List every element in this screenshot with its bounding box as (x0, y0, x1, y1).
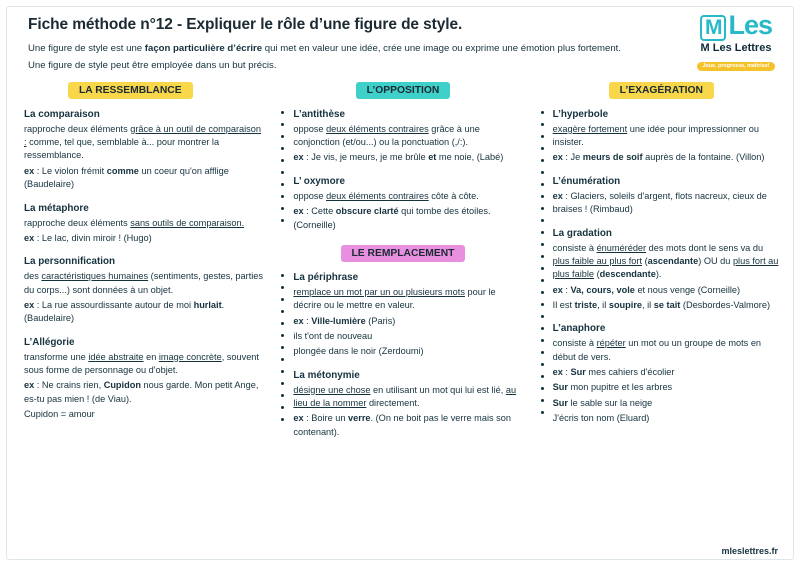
bullet-dot (541, 111, 544, 114)
intro-line-1-c: qui met en valeur une idée, crée une image ou exprime une émotion plus fortement. (262, 43, 622, 54)
intro-text (28, 42, 688, 74)
bullet-dot (281, 322, 284, 325)
bullet-dot (281, 219, 284, 222)
figure-definition-line: transforme une idée abstraite en image concrète, souvent sous forme de personnage ou d'objet. (24, 351, 259, 375)
bullet-dot (541, 147, 544, 150)
category-exageration: L’EXAGÉRATION (609, 82, 714, 99)
figure-definition-line: ex : La rue assourdissante autour de moi hurlait. (Baudelaire) (24, 299, 225, 324)
figure-entry (24, 109, 265, 192)
intro-line-1-highlight: façon particulière d’écrire (144, 43, 263, 54)
bullet-dot (541, 171, 544, 174)
figure-definition-line: désigne une chose en utilisant un mot qui lui est lié, au lieu de la nommer directement. (293, 384, 517, 408)
bullet-dot (541, 351, 544, 354)
bullet-dots-remplacement (281, 272, 289, 439)
column-exageration (541, 80, 782, 450)
figure-name: La périphrase (293, 271, 359, 283)
category-header-wrap-3 (541, 80, 782, 109)
bullet-dot (281, 286, 284, 289)
bullet-dot (281, 171, 284, 174)
intro-line-1 (28, 42, 688, 56)
figure-definition-line: ex : Va, cours, vole et nous venge (Corneille) (552, 284, 741, 295)
entries-remplacement-wrap (281, 272, 524, 439)
column-opposition (281, 80, 524, 450)
figure-name: L’énumération (552, 175, 621, 187)
category-header-wrap-2 (281, 80, 524, 109)
figure-definition-line: ex : Ne crains rien, Cupidon nous garde. Mon petit Ange, es-tu pas mien ! (de Viau). (24, 380, 259, 404)
category-ressemblance: LA RESSEMBLANCE (68, 82, 193, 99)
bullet-dot (281, 382, 284, 385)
figure-entry (24, 203, 265, 246)
entries-opposition (293, 109, 524, 232)
figure-definition-line: consiste à énuméréder des mots dont le sens va du plus faible au plus fort (ascendante) OU du plus fort au plus faible (descendante). (552, 242, 779, 280)
figure-definition-line: ils t'ont de nouveau (293, 330, 373, 341)
bullet-dot (281, 334, 284, 337)
category-header-wrap-1 (24, 80, 265, 109)
figure-name: La personnification (24, 256, 116, 268)
figure-name: L’hyperbole (552, 108, 609, 120)
figure-definition-line: ex : Cette obscure clarté qui tombe des étoiles. (Corneille) (293, 206, 491, 230)
bullet-dot (281, 298, 284, 301)
bullet-dot (541, 219, 544, 222)
bullet-dot (541, 399, 544, 402)
entries-exageration-wrap (541, 109, 782, 426)
bullet-dot (541, 339, 544, 342)
figure-definition-line: rapproche deux éléments sans outils de comparaison. (24, 217, 245, 228)
figure-definition-line: oppose deux éléments contraires grâce à une conjonction (et/ou...) ou la ponctuation (,/:). (293, 123, 480, 148)
figure-entry (293, 370, 524, 439)
column-ressemblance (24, 80, 265, 450)
bullet-dot (281, 274, 284, 277)
bullet-dot (281, 346, 284, 349)
figure-definition-line: ex : Ville-lumière (Paris) (293, 315, 396, 326)
bullet-dot (281, 183, 284, 186)
bullet-dot (541, 123, 544, 126)
bullet-dot (541, 315, 544, 318)
figure-definition-line: ex : Le lac, divin miroir ! (Hugo) (24, 232, 152, 243)
bullet-dot (281, 310, 284, 313)
bullet-dot (541, 207, 544, 210)
figure-definition-line: consiste à répéter un mot ou un groupe de mots en début de vers. (552, 338, 762, 362)
bullet-dot (281, 370, 284, 373)
category-opposition: L’OPPOSITION (356, 82, 451, 99)
figure-definition-line: ex : Sur mes cahiers d'écolier (552, 366, 675, 377)
figure-entry (553, 176, 782, 217)
bullet-dot (541, 243, 544, 246)
bullet-dot (541, 363, 544, 366)
entries-remplacement (293, 272, 524, 439)
figure-name: L’antithèse (293, 108, 345, 120)
figure-definition-line: plongée dans le noir (Zerdoumi) (293, 346, 424, 357)
figure-entry (293, 109, 524, 165)
page-title: Fiche méthode n°12 - Expliquer le rôle d’une figure de style. (28, 16, 463, 33)
figure-entry (24, 256, 265, 325)
logo-tagline: Joue, progresse, maîtrise! (697, 62, 774, 71)
figure-definition-line: ex : Je meurs de soif auprès de la fontaine. (Villon) (552, 152, 765, 163)
bullet-dot (281, 406, 284, 409)
bullet-dot (541, 327, 544, 330)
figure-definition-line: J'écris ton nom (Eluard) (552, 412, 650, 423)
bullet-dot (281, 147, 284, 150)
figure-entry (24, 337, 265, 422)
figure-name: L’Allégorie (24, 336, 75, 348)
entries-exageration (553, 109, 782, 426)
logo (690, 12, 782, 68)
figure-definition-line: des caractéristiques humaines (sentiments, gestes, parties du corps...) sont données à un objet. (24, 271, 264, 295)
bullet-dot (281, 195, 284, 198)
bullet-dot (541, 387, 544, 390)
figure-definition-line: oppose deux éléments contraires côte à côte. (293, 190, 479, 201)
entries-ressemblance (24, 109, 265, 422)
figure-definition-line: ex : Glaciers, soleils d'argent, flots nacreux, cieux de braises ! (Rimbaud) (552, 190, 767, 215)
logo-mark-rest: Les (728, 10, 773, 40)
category-remplacement: LE REMPLACEMENT (341, 245, 466, 262)
bullet-dot (281, 159, 284, 162)
bullet-dot (281, 358, 284, 361)
bullet-dot (541, 291, 544, 294)
figure-definition-line: Il est triste, il soupire, il se tait (Desbordes-Valmore) (552, 299, 771, 310)
bullet-dot (541, 159, 544, 162)
logo-mark-letter: M (700, 15, 727, 41)
bullet-dot (541, 135, 544, 138)
bullet-dot (541, 231, 544, 234)
logo-brand: M Les Lettres (700, 42, 772, 55)
figure-definition-line: remplace un mot par un ou plusieurs mots pour le décrire ou le mettre en valeur. (293, 286, 496, 311)
figure-definition-line: exagère fortement une idée pour impressionner ou insister. (552, 123, 759, 148)
figure-name: La métonymie (293, 369, 360, 381)
bullet-dots-opposition (281, 109, 289, 232)
bullet-dot (541, 411, 544, 414)
bullet-dots-exageration (541, 109, 549, 426)
intro-line-2: Une figure de style peut être employée dans un but précis. (28, 60, 277, 72)
figure-entry (553, 323, 782, 425)
bullet-dot (281, 207, 284, 210)
figure-name: La gradation (552, 227, 612, 239)
content-columns (18, 80, 782, 450)
figure-name: La métaphore (24, 202, 89, 214)
bullet-dot (541, 375, 544, 378)
bullet-dot (281, 135, 284, 138)
figure-definition-line: ex : Je vis, je meurs, je me brûle et me noie, (Labé) (293, 152, 504, 163)
figure-name: L’ oxymore (293, 175, 345, 187)
footer-site: mleslettres.fr (721, 546, 778, 556)
figure-entry (293, 272, 524, 359)
figure-name: La comparaison (24, 108, 100, 120)
logo-mark (690, 12, 782, 41)
bullet-dot (281, 123, 284, 126)
figure-name: L’anaphore (552, 323, 606, 335)
bullet-dot (541, 195, 544, 198)
bullet-dot (281, 111, 284, 114)
figure-definition-line: Sur mon pupitre et les arbres (552, 382, 673, 393)
bullet-dot (281, 394, 284, 397)
category-header-wrap-2b (281, 243, 524, 272)
bullet-dot (281, 418, 284, 421)
bullet-dot (541, 183, 544, 186)
bullet-dot (541, 303, 544, 306)
intro-line-1-a: Une figure de style est une (28, 43, 145, 54)
bullet-dot (541, 279, 544, 282)
figure-definition-line: Sur le sable sur la neige (552, 397, 653, 408)
figure-entry (553, 228, 782, 313)
figure-definition-line: Cupidon = amour (24, 408, 95, 419)
figure-definition-line: rapproche deux éléments grâce à un outil de comparaison : comme, tel que, semblable à... pour montrer la ressemblance. (24, 123, 261, 161)
entries-opposition-wrap (281, 109, 524, 232)
figure-definition-line: ex : Boire un verre. (On ne boit pas le verre mais son contenant). (293, 413, 511, 437)
bullet-dot (541, 255, 544, 258)
bullet-dot (541, 267, 544, 270)
figure-definition-line: ex : Le violon frémit comme un coeur qu'on afflige (Baudelaire) (24, 165, 229, 190)
figure-entry (293, 176, 524, 232)
figure-entry (553, 109, 782, 165)
